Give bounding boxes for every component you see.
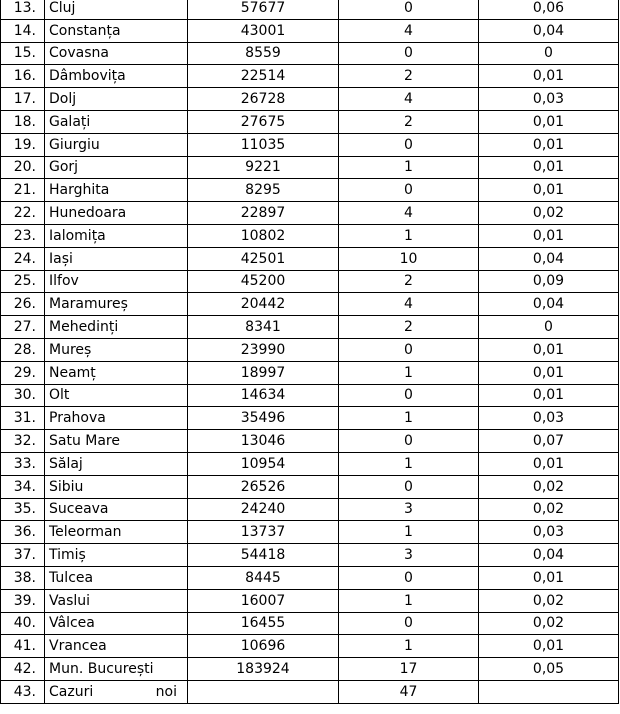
rate-cell: 0,02: [479, 202, 619, 225]
table-row: [1, 88, 619, 111]
table-row: [1, 475, 619, 498]
cases-cell: 1: [339, 156, 479, 179]
county-name-cell: Galați: [45, 110, 188, 133]
county-name-cell: Sălaj: [45, 452, 188, 475]
population-cell: 10954: [188, 452, 339, 475]
population-cell: 183924: [188, 658, 339, 681]
county-name-cell: Giurgiu: [45, 133, 188, 156]
population-cell: 8341: [188, 316, 339, 339]
table-row: [1, 658, 619, 681]
population-cell: 13737: [188, 521, 339, 544]
table-row: [1, 202, 619, 225]
table-row: [1, 566, 619, 589]
population-cell: 35496: [188, 407, 339, 430]
cases-cell: 4: [339, 202, 479, 225]
table-row: [1, 0, 619, 19]
rate-cell: 0,07: [479, 430, 619, 453]
population-cell: 42501: [188, 247, 339, 270]
cases-cell: 0: [339, 612, 479, 635]
row-number: 14.: [1, 19, 45, 42]
row-number: 29.: [1, 361, 45, 384]
cases-cell: 1: [339, 521, 479, 544]
rate-cell: 0,02: [479, 612, 619, 635]
row-number: 37.: [1, 544, 45, 567]
county-name-cell: Constanța: [45, 19, 188, 42]
county-name-cell: Cluj: [45, 0, 188, 19]
row-number: 35.: [1, 498, 45, 521]
population-cell: 23990: [188, 338, 339, 361]
cases-cell: 0: [339, 338, 479, 361]
population-cell: 8295: [188, 179, 339, 202]
cases-cell: 0: [339, 133, 479, 156]
population-cell: 54418: [188, 544, 339, 567]
rate-cell: 0,01: [479, 566, 619, 589]
rate-cell: 0,05: [479, 658, 619, 681]
table-row: [1, 270, 619, 293]
row-number: 40.: [1, 612, 45, 635]
cases-cell: 0: [339, 0, 479, 19]
rate-cell: 0,03: [479, 407, 619, 430]
rate-cell: 0,04: [479, 293, 619, 316]
row-number: 33.: [1, 452, 45, 475]
rate-cell: 0,03: [479, 88, 619, 111]
rate-cell: 0,02: [479, 498, 619, 521]
population-cell: 10696: [188, 635, 339, 658]
rate-cell: 0,01: [479, 361, 619, 384]
table-row: [1, 224, 619, 247]
table-row: [1, 42, 619, 65]
cases-cell: 1: [339, 589, 479, 612]
county-name-cell: Hunedoara: [45, 202, 188, 225]
population-cell: 10802: [188, 224, 339, 247]
table-row: [1, 407, 619, 430]
row-number: 30.: [1, 384, 45, 407]
table-row: [1, 156, 619, 179]
county-name-cell: Neamț: [45, 361, 188, 384]
cases-cell: 0: [339, 384, 479, 407]
population-cell: 9221: [188, 156, 339, 179]
population-cell: 26728: [188, 88, 339, 111]
population-cell: 16455: [188, 612, 339, 635]
rate-cell: 0,04: [479, 544, 619, 567]
rate-cell: 0,01: [479, 452, 619, 475]
rate-cell: 0,01: [479, 156, 619, 179]
population-cell: 18997: [188, 361, 339, 384]
row-number: 38.: [1, 566, 45, 589]
rate-cell: 0,02: [479, 589, 619, 612]
table-row: [1, 293, 619, 316]
population-cell: 8445: [188, 566, 339, 589]
population-cell: 43001: [188, 19, 339, 42]
county-name-cell: Mun. București: [45, 658, 188, 681]
row-number: 15.: [1, 42, 45, 65]
cases-cell: 0: [339, 179, 479, 202]
population-cell: 11035: [188, 133, 339, 156]
row-number: 32.: [1, 430, 45, 453]
row-number: 41.: [1, 635, 45, 658]
rate-cell: 0,01: [479, 65, 619, 88]
row-number: 24.: [1, 247, 45, 270]
rate-cell: 0,03: [479, 521, 619, 544]
county-name-cell: Dolj: [45, 88, 188, 111]
county-name-cell: Covasna: [45, 42, 188, 65]
county-name-cell: Vâlcea: [45, 612, 188, 635]
table-row: [1, 361, 619, 384]
table-row: [1, 430, 619, 453]
row-number: 18.: [1, 110, 45, 133]
row-number: 36.: [1, 521, 45, 544]
table-row: [1, 133, 619, 156]
table-row: [1, 544, 619, 567]
cases-cell: 17: [339, 658, 479, 681]
total-label-part1: Cazuri: [49, 683, 94, 700]
county-name-cell: Sibiu: [45, 475, 188, 498]
population-cell: 45200: [188, 270, 339, 293]
table-row: [1, 498, 619, 521]
county-name-cell: Prahova: [45, 407, 188, 430]
cases-cell: 2: [339, 270, 479, 293]
county-name-cell: Iași: [45, 247, 188, 270]
county-name-cell: Suceava: [45, 498, 188, 521]
cases-cell: 0: [339, 430, 479, 453]
rate-cell: 0,01: [479, 133, 619, 156]
cases-cell: 4: [339, 293, 479, 316]
county-name-cell: Ilfov: [45, 270, 188, 293]
cases-cell: 3: [339, 544, 479, 567]
rate-cell: 0: [479, 316, 619, 339]
cases-cell: 1: [339, 224, 479, 247]
cases-cell: 2: [339, 65, 479, 88]
population-cell: 13046: [188, 430, 339, 453]
rate-cell: 0,09: [479, 270, 619, 293]
cases-cell: 1: [339, 407, 479, 430]
row-number: 43.: [1, 680, 45, 703]
cases-cell: 47: [339, 680, 479, 703]
population-cell: 16007: [188, 589, 339, 612]
cases-cell: 1: [339, 452, 479, 475]
row-number: 13.: [1, 0, 45, 19]
total-label: [45, 680, 188, 703]
table-row: [1, 316, 619, 339]
table-row: [1, 179, 619, 202]
population-cell: 8559: [188, 42, 339, 65]
row-number: 25.: [1, 270, 45, 293]
rate-cell: 0,02: [479, 475, 619, 498]
county-name-cell: Harghita: [45, 179, 188, 202]
population-cell: 26526: [188, 475, 339, 498]
row-number: 39.: [1, 589, 45, 612]
row-number: 21.: [1, 179, 45, 202]
table-row: [1, 65, 619, 88]
cases-cell: 1: [339, 361, 479, 384]
population-cell: [188, 680, 339, 703]
row-number: 22.: [1, 202, 45, 225]
row-number: 16.: [1, 65, 45, 88]
county-name-cell: Olt: [45, 384, 188, 407]
table-row: [1, 19, 619, 42]
rate-cell: 0,01: [479, 224, 619, 247]
table-row: [1, 612, 619, 635]
total-label-part2: noi: [155, 683, 177, 700]
population-cell: 27675: [188, 110, 339, 133]
row-number: 19.: [1, 133, 45, 156]
row-number: 23.: [1, 224, 45, 247]
cases-cell: 3: [339, 498, 479, 521]
row-number: 26.: [1, 293, 45, 316]
row-number: 42.: [1, 658, 45, 681]
county-name-cell: Timiș: [45, 544, 188, 567]
cases-cell: 2: [339, 316, 479, 339]
table-row: [1, 521, 619, 544]
table-row: [1, 635, 619, 658]
county-name-cell: Gorj: [45, 156, 188, 179]
population-cell: 20442: [188, 293, 339, 316]
county-name-cell: Maramureș: [45, 293, 188, 316]
county-name-cell: Vrancea: [45, 635, 188, 658]
row-number: 28.: [1, 338, 45, 361]
cases-cell: 4: [339, 19, 479, 42]
population-cell: 22514: [188, 65, 339, 88]
row-number: 20.: [1, 156, 45, 179]
population-cell: 14634: [188, 384, 339, 407]
table-row: [1, 247, 619, 270]
population-cell: 24240: [188, 498, 339, 521]
row-number: 17.: [1, 88, 45, 111]
cases-cell: 10: [339, 247, 479, 270]
rate-cell: 0,04: [479, 19, 619, 42]
row-number: 27.: [1, 316, 45, 339]
row-number: 34.: [1, 475, 45, 498]
rate-cell: 0,04: [479, 247, 619, 270]
cases-cell: 0: [339, 475, 479, 498]
population-cell: 22897: [188, 202, 339, 225]
rate-cell: 0,06: [479, 0, 619, 19]
population-cell: 57677: [188, 0, 339, 19]
table-row: [1, 338, 619, 361]
table-body: [1, 0, 619, 703]
county-name-cell: Teleorman: [45, 521, 188, 544]
county-name-cell: Mureș: [45, 338, 188, 361]
table-row: [1, 452, 619, 475]
cases-cell: 0: [339, 566, 479, 589]
county-name-cell: Tulcea: [45, 566, 188, 589]
rate-cell: 0: [479, 42, 619, 65]
table-row: [1, 384, 619, 407]
rate-cell: [479, 680, 619, 703]
row-number: 31.: [1, 407, 45, 430]
cases-cell: 0: [339, 42, 479, 65]
county-name-cell: Dâmbovița: [45, 65, 188, 88]
rate-cell: 0,01: [479, 110, 619, 133]
table-row-total: [1, 680, 619, 703]
rate-cell: 0,01: [479, 338, 619, 361]
rate-cell: 0,01: [479, 384, 619, 407]
table-row: [1, 589, 619, 612]
county-name-cell: Satu Mare: [45, 430, 188, 453]
table-row: [1, 110, 619, 133]
rate-cell: 0,01: [479, 179, 619, 202]
cases-cell: 2: [339, 110, 479, 133]
rate-cell: 0,01: [479, 635, 619, 658]
county-name-cell: Ialomița: [45, 224, 188, 247]
county-name-cell: Mehedinți: [45, 316, 188, 339]
cases-cell: 1: [339, 635, 479, 658]
cases-cell: 4: [339, 88, 479, 111]
county-name-cell: Vaslui: [45, 589, 188, 612]
